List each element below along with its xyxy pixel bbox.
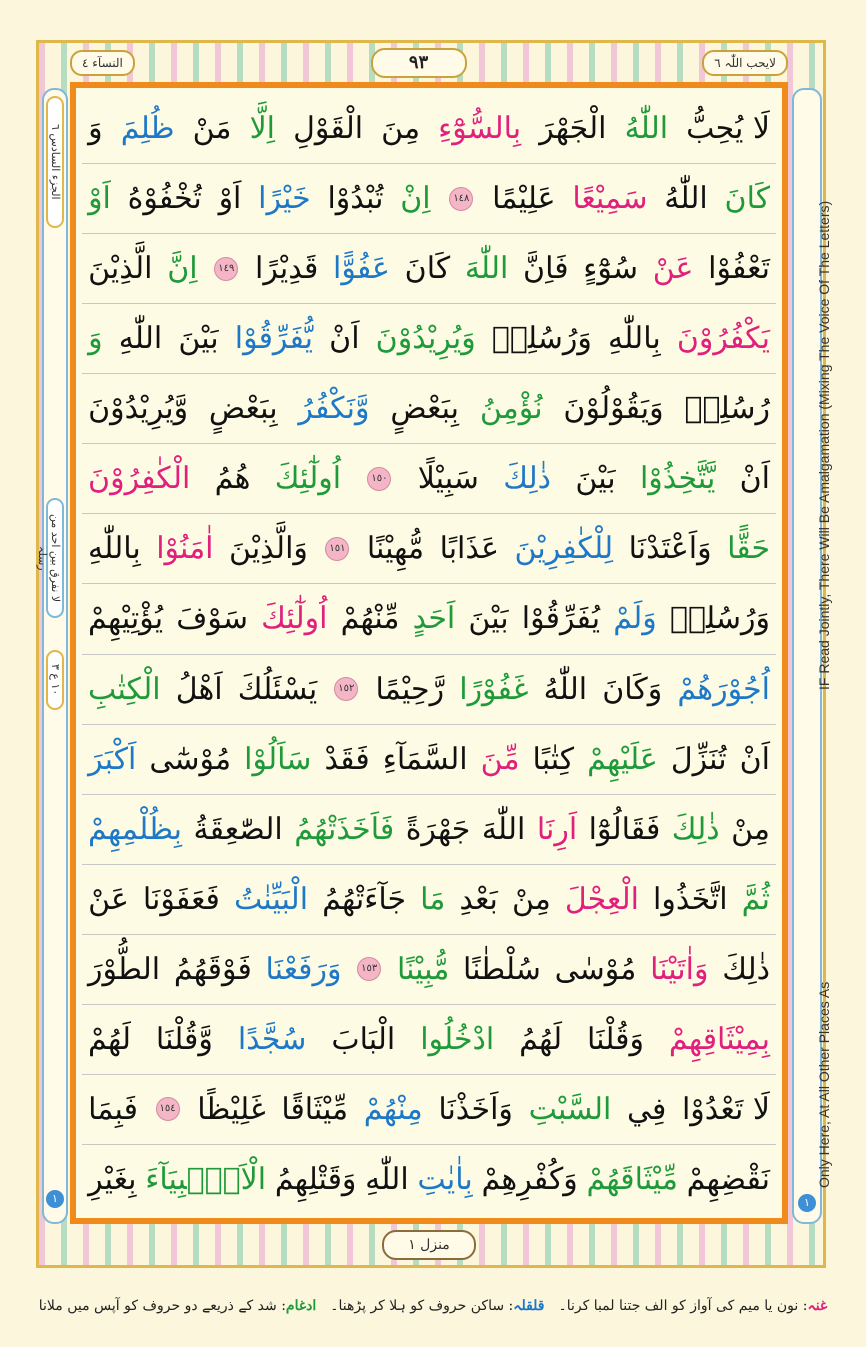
word: جَهْرَةً: [405, 811, 471, 847]
word: وَرَفَعْنَا: [265, 951, 342, 987]
word: اللّٰهُ: [543, 671, 588, 707]
legend-item: [330, 1298, 544, 1314]
word: بَيْنَ: [178, 321, 219, 357]
legend-term: ادغام: [285, 1298, 317, 1314]
word: غَلِيْظًا: [197, 1091, 266, 1127]
word: اَنْ: [329, 321, 360, 357]
legend-description: : شد کے ذریعے دو حروف کو آپس میں ملانا: [38, 1298, 286, 1314]
word: مِّنْهُمْ: [340, 601, 400, 637]
left-margin-panel: [36, 88, 68, 1224]
word: وَلَمْ: [613, 601, 657, 637]
word: بِاللّٰهِ: [88, 531, 141, 567]
tajweed-legend: [20, 1286, 846, 1326]
word: اللّٰهَ: [464, 251, 509, 287]
legend-item: [558, 1298, 827, 1314]
english-note: IF Read Jointly, There Will Be Amalgamation (Mixing The Voice Of The Letters): [816, 200, 832, 690]
word: اَهْلُ: [175, 671, 223, 707]
word: يُّفَرِّقُوْا: [234, 321, 314, 357]
word: بِاللّٰهِ: [608, 321, 661, 357]
word: لَهُمْ: [88, 1021, 131, 1057]
word: مِنْ: [511, 881, 551, 917]
word: تُخْفُوْهُ: [127, 181, 202, 217]
word: مِّيْثَاقًا: [281, 1091, 349, 1127]
word: مُوْسٰٓى: [149, 741, 232, 777]
ayah-number-marker: ١٤٩: [214, 257, 238, 281]
word: السَّبْتِ: [528, 1091, 612, 1127]
word: وَ: [88, 321, 103, 357]
word: عَنْ: [88, 881, 129, 917]
word: قَدِيْرًا: [255, 251, 319, 287]
word: فَاَخَذَتْهُمُ: [294, 811, 395, 847]
word: فَوْقَهُمُ: [173, 951, 252, 987]
word: وَاَعْتَدْنَا: [628, 531, 712, 567]
word: وَّنَكْفُرُ: [298, 391, 370, 427]
word: لَا يُحِبُّ: [686, 111, 770, 147]
word: بِظُلْمِهِمْ: [88, 811, 183, 847]
word: سُجَّدًا: [237, 1021, 307, 1057]
page-footer: [70, 1226, 788, 1264]
ayah-number-marker: ١٥٢: [334, 677, 358, 701]
word: جَآءَتْهُمُ: [322, 881, 407, 917]
ayah-number-marker: ١٥٤: [156, 1097, 180, 1121]
word: وَيُرِيْدُوْنَ: [375, 321, 476, 357]
word: يُفَرِّقُوْا: [521, 601, 601, 637]
word: بَعْدِ: [459, 881, 498, 917]
word: بِاٰيٰتِ: [417, 1161, 473, 1197]
word: الْقَوْلِ: [293, 111, 364, 147]
word: اِنْ: [400, 181, 431, 217]
word: وَالَّذِيْنَ: [229, 531, 308, 567]
ayah-number-marker: ١٥٣: [357, 957, 381, 981]
word: اَحَدٍ: [412, 601, 456, 637]
right-margin-panel: [792, 88, 832, 1224]
word: تَعْفُوْا: [708, 251, 770, 287]
word: عَنْ: [652, 251, 694, 287]
surah-name-tag: النسآء ٤: [70, 50, 135, 76]
word: اُولٰٓئِكَ: [274, 461, 342, 497]
text-line: [82, 234, 776, 304]
word: يُؤْتِيْهِمْ: [88, 601, 164, 637]
legend-item: [39, 1298, 317, 1314]
ayah-number-marker: ١٥١: [325, 537, 349, 561]
word: وَاَخَذْنَا: [438, 1091, 513, 1127]
word: لَهُمُ: [519, 1021, 563, 1057]
word: سُلْطٰنًا: [463, 951, 541, 987]
word: الطُّوْرَ: [88, 951, 161, 987]
word: اَنْ: [739, 461, 770, 497]
word: وَاٰتَيْنَا: [650, 951, 709, 987]
text-line: [82, 94, 776, 164]
word: وَرُسُلِهٖ: [669, 601, 770, 637]
word: بِالسُّوْٓءِ: [438, 111, 522, 147]
footnote-circle: ١: [46, 1190, 64, 1208]
right-circle-number: ١: [798, 1194, 816, 1212]
word: عَلِيْمًا: [492, 181, 556, 217]
word: رَّحِيْمًا: [375, 671, 445, 707]
word: بَيْنَ: [575, 461, 616, 497]
text-line: [82, 1145, 776, 1214]
word: اللّٰهُ: [664, 181, 708, 217]
word: بِبَعْضٍ: [208, 391, 278, 427]
word: نَقْضِهِمْ: [686, 1161, 770, 1197]
word: اِلَّا: [249, 111, 276, 147]
word: الْكِتٰبِ: [88, 671, 161, 707]
section-note: لا نفرق بین احد من رسلہ: [46, 498, 64, 618]
word: وَّقُلْنَا: [155, 1021, 213, 1057]
word: مِنَ: [381, 111, 421, 147]
word: اٰمَنُوْا: [156, 531, 214, 567]
word: رُسُلِهٖ: [684, 391, 770, 427]
legend-description: : ساکن حروف کو ہلا کر پڑھنا۔: [330, 1298, 514, 1314]
word: السَّمَآءِ: [382, 741, 468, 777]
word: ذٰلِكَ: [503, 461, 552, 497]
word: اَكْبَرَ: [88, 741, 137, 777]
word: غَفُوْرًا: [459, 671, 529, 707]
ruku-marker: ١٠ ع ٣: [46, 650, 64, 710]
text-line: [82, 444, 776, 514]
word: عَفُوًّا: [333, 251, 390, 287]
word: اُجُوْرَهُمْ: [677, 671, 770, 707]
text-line: [82, 1075, 776, 1145]
word: لَا تَعْدُوْا: [681, 1091, 770, 1127]
text-line: [82, 725, 776, 795]
word: بِمِيْثَاقِهِمْ: [668, 1021, 770, 1057]
text-line: [82, 1005, 776, 1075]
word: مُّبِيْنًا: [396, 951, 450, 987]
word: وَكُفْرِهِمْ: [481, 1161, 578, 1197]
word: اللّٰهِ: [118, 321, 163, 357]
word: الْاَنْۢبِيَآءَ: [145, 1161, 267, 1197]
legend-term: غنہ: [807, 1298, 828, 1314]
word: ظُلِمَ: [120, 111, 175, 147]
word: حَقًّا: [727, 531, 770, 567]
word: نُؤْمِنُ: [479, 391, 543, 427]
word: فَقَدْ: [324, 741, 370, 777]
word: اللّٰهِ: [365, 1161, 409, 1197]
word: فَاِنَّ: [523, 251, 569, 287]
word: مَا: [420, 881, 446, 917]
word: ذٰلِكَ: [671, 811, 720, 847]
word: وَّيُرِيْدُوْنَ: [88, 391, 189, 427]
word: وَ: [88, 111, 103, 147]
word: يَّتَّخِذُوْا: [639, 461, 716, 497]
word: سَوْفَ: [176, 601, 248, 637]
word: اتَّخَذُوا: [653, 881, 728, 917]
word: ثُمَّ: [741, 881, 770, 917]
word: اَوْ: [218, 181, 242, 217]
word: الْعِجْلَ: [564, 881, 639, 917]
text-line: [82, 374, 776, 444]
word: فَقَالُوْٓا: [588, 811, 661, 847]
word: تُنَزِّلَ: [670, 741, 727, 777]
ayah-number-marker: ١٥٠: [367, 467, 391, 491]
word: فَعَفَوْنَا: [142, 881, 220, 917]
juz-name-tag: لایحب اللّٰہ ٦: [702, 50, 788, 76]
word: مَنْ: [192, 111, 232, 147]
word: مُّهِيْنًا: [366, 531, 425, 567]
ayah-number-marker: ١٤٨: [449, 187, 473, 211]
text-line: [82, 865, 776, 935]
word: مِّيْثَاقَهُمْ: [586, 1161, 678, 1197]
word: يَسْئَلُكَ: [237, 671, 318, 707]
word: اللّٰهُ: [624, 111, 669, 147]
word: اَوْ: [88, 181, 111, 217]
english-note-2: Only Here, At All Other Places As: [816, 981, 832, 1188]
word: لِلْكٰفِرِيْنَ: [514, 531, 614, 567]
word: اِنَّ: [167, 251, 198, 287]
legend-description: : نون یا میم کی آواز کو الف جتنا لمبا کرنا۔: [558, 1298, 808, 1314]
word: عَذَابًا: [439, 531, 500, 567]
text-line: [82, 795, 776, 865]
word: الْبَيِّنٰتُ: [233, 881, 309, 917]
word: ادْخُلُوا: [420, 1021, 495, 1057]
manzil-label: منزل ١: [382, 1230, 476, 1260]
word: سَاَلُوْا: [244, 741, 312, 777]
word: وَقُلْنَا: [587, 1021, 644, 1057]
quran-text-lines: [82, 94, 776, 1214]
word: فِي: [626, 1091, 667, 1127]
word: يَكْفُرُوْنَ: [676, 321, 770, 357]
text-line: [82, 514, 776, 584]
word: فَبِمَا: [88, 1091, 138, 1127]
word: بَيْنَ: [468, 601, 509, 637]
page-header: [70, 48, 788, 78]
word: تُبْدُوْا: [327, 181, 384, 217]
legend-term: قلقلہ: [513, 1298, 545, 1314]
text-line: [82, 584, 776, 654]
word: بِغَيْرِ: [88, 1161, 137, 1197]
juz-label: الجزء السادس ٦: [46, 96, 64, 228]
word: مُوْسٰى: [554, 951, 637, 987]
text-line: [82, 304, 776, 374]
text-line: [82, 164, 776, 234]
word: الْجَهْرَ: [539, 111, 607, 147]
word: سُوْٓءٍ: [583, 251, 638, 287]
word: الصّٰعِقَةُ: [193, 811, 283, 847]
page-number: ٩٣: [371, 48, 467, 78]
word: مِّنَ: [480, 741, 520, 777]
word: اُولٰٓئِكَ: [261, 601, 328, 637]
word: اَنْ: [739, 741, 770, 777]
word: هُمُ: [214, 461, 251, 497]
word: وَيَقُوْلُوْنَ: [563, 391, 664, 427]
word: مِنْهُمْ: [363, 1091, 423, 1127]
word: كَانَ: [724, 181, 770, 217]
word: عَلَيْهِمْ: [587, 741, 658, 777]
word: سَبِيْلًا: [417, 461, 479, 497]
word: وَقَتْلِهِمُ: [274, 1161, 357, 1197]
text-line: [82, 655, 776, 725]
word: مِنْ: [731, 811, 770, 847]
word: الَّذِيْنَ: [88, 251, 153, 287]
word: خَيْرًا: [258, 181, 311, 217]
word: سَمِيْعًا: [572, 181, 648, 217]
word: وَكَانَ: [602, 671, 663, 707]
text-line: [82, 935, 776, 1005]
word: اللّٰهَ: [481, 811, 526, 847]
word: كَانَ: [404, 251, 451, 287]
word: الْكٰفِرُوْنَ: [88, 461, 191, 497]
word: كِتٰبًا: [532, 741, 575, 777]
word: بِبَعْضٍ: [390, 391, 459, 427]
word: ذٰلِكَ: [722, 951, 770, 987]
word: الْبَابَ: [331, 1021, 396, 1057]
word: وَرُسُلِهٖ: [491, 321, 592, 357]
word: اَرِنَا: [536, 811, 578, 847]
